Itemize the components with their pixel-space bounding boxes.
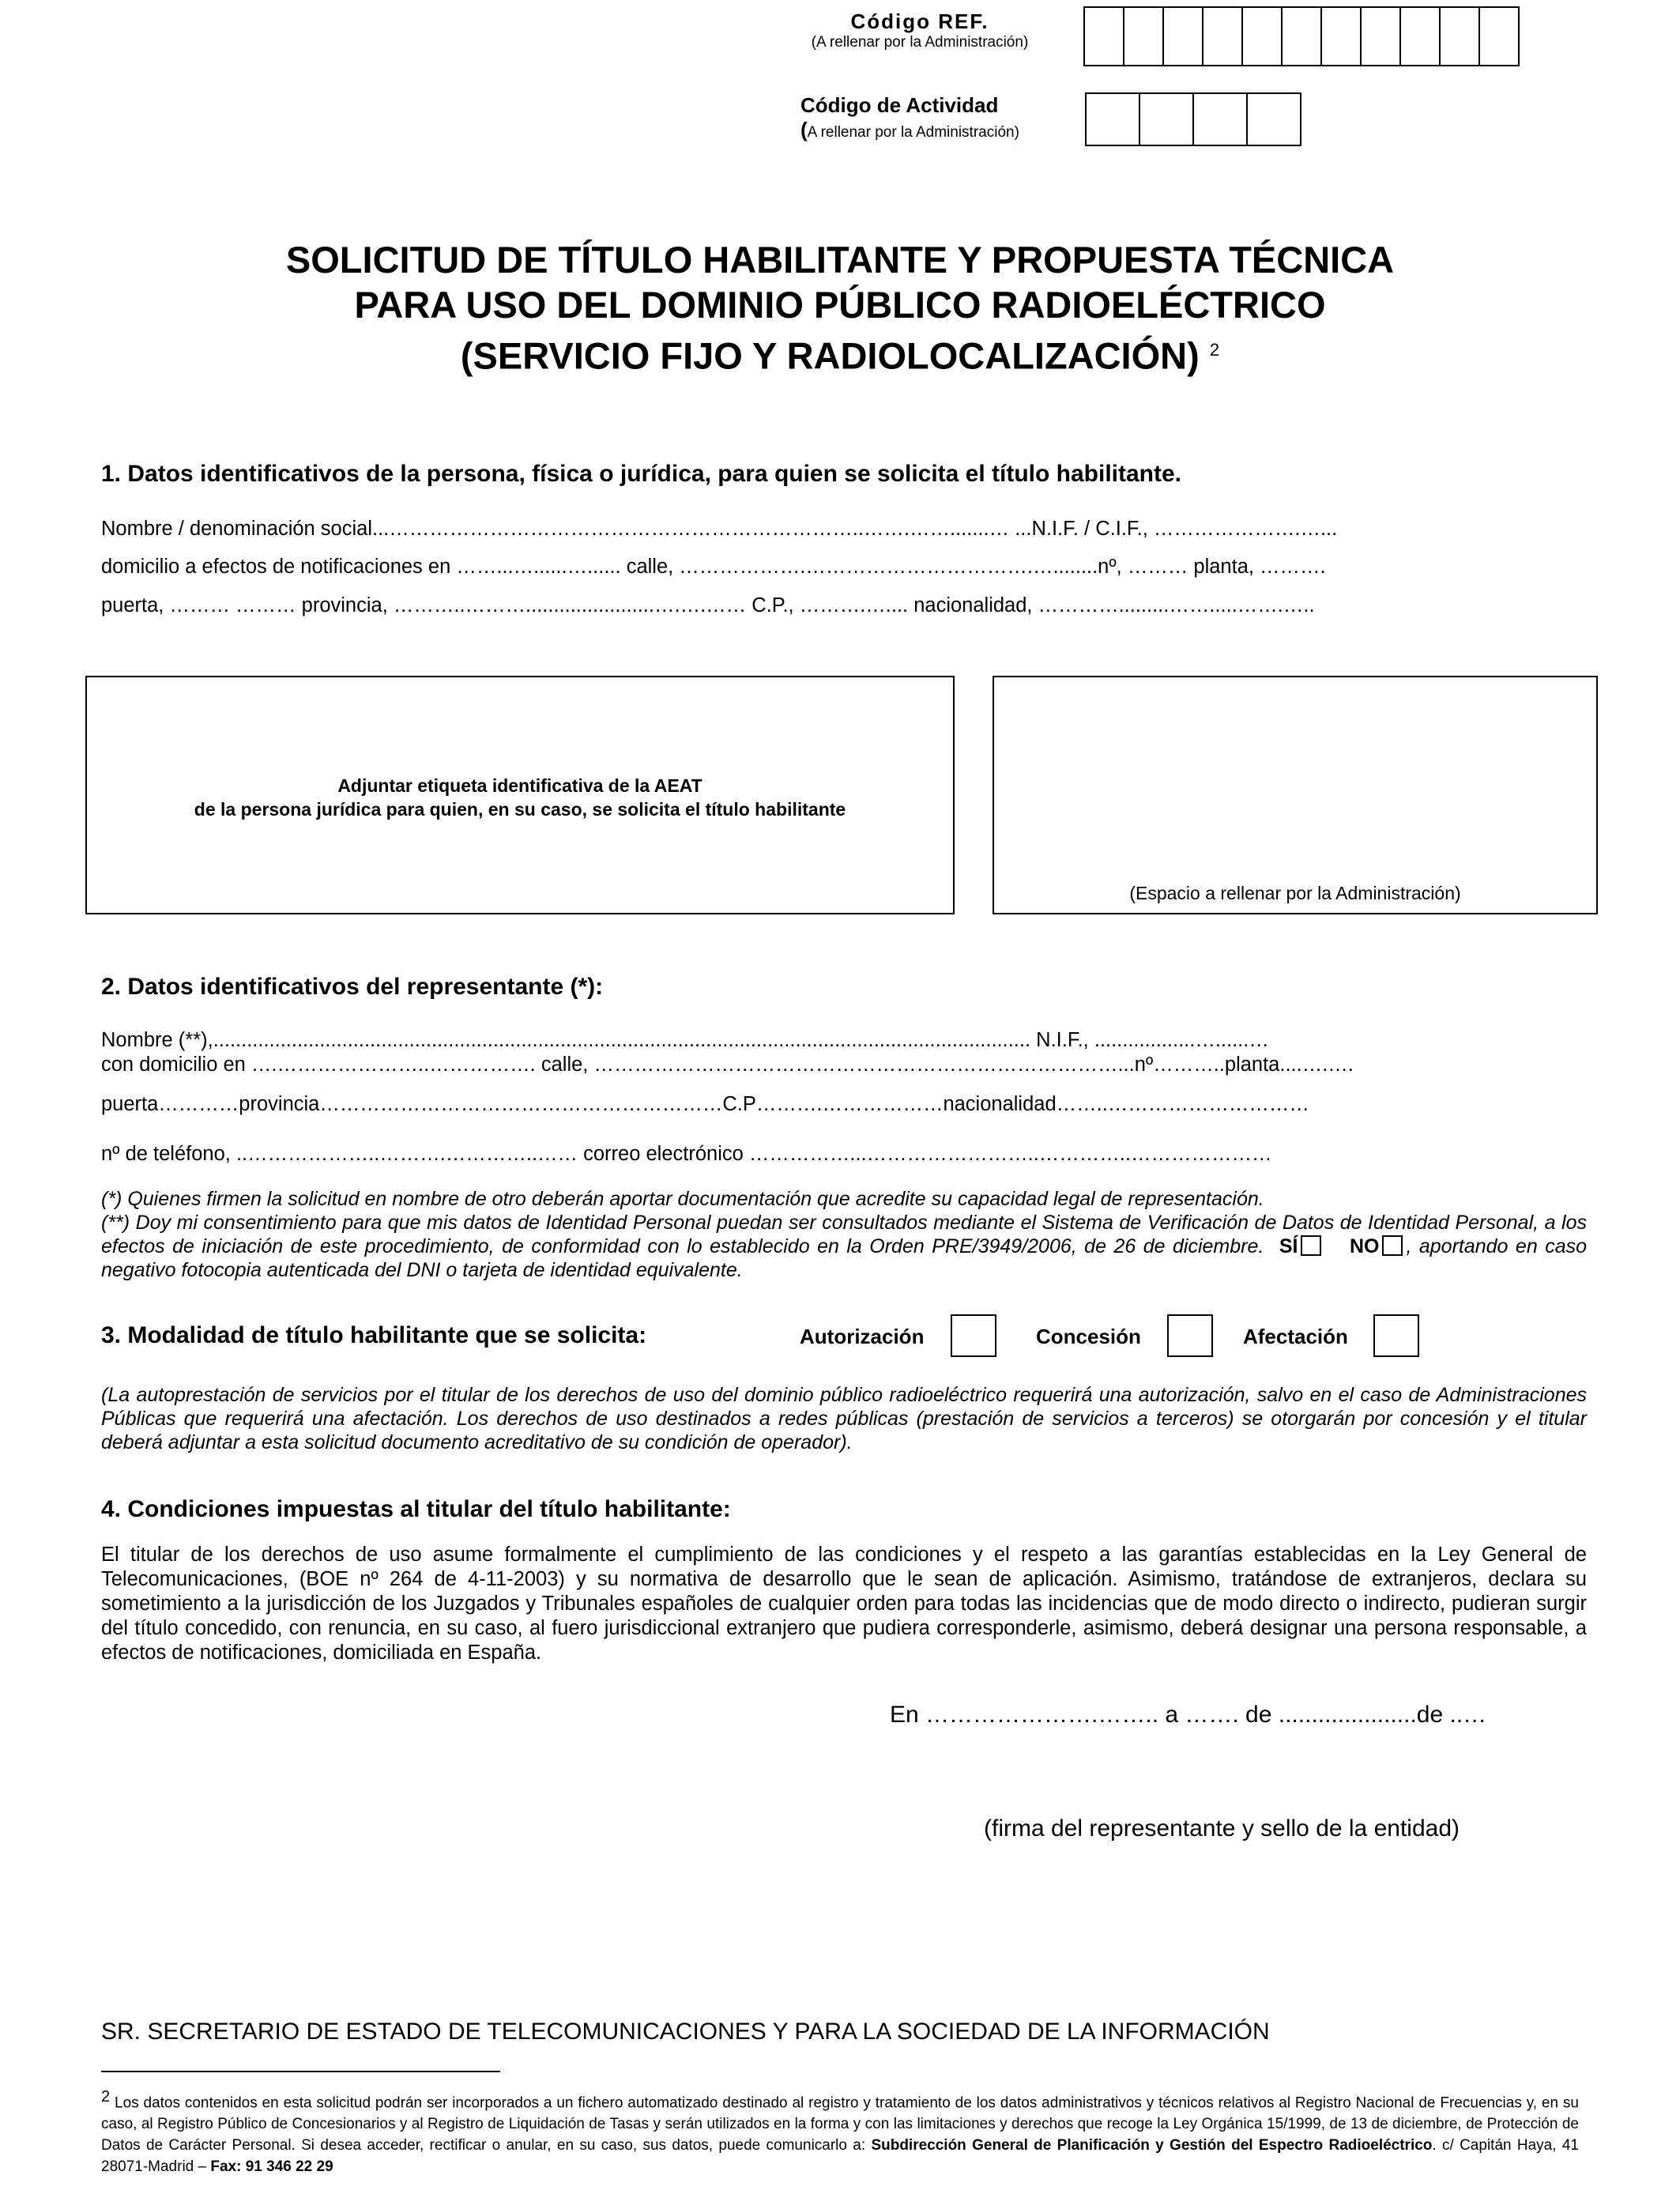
section-1-line-3: puerta, ……… ……… provincia, ………..……….......................….….…… C.P., ……….….... nacionalidad, ………….........…….....…….….. [101,594,1315,616]
activity-code-boxes[interactable] [1085,92,1301,146]
ref-code-subtitle: (A rellenar por la Administración) [811,34,1029,51]
representation-note: (*) Quienes firmen la solicitud en nombre de otro deberán aportar documentación que acredite su capacidad legal de representación. [101,1188,1264,1210]
title-line-1: SOLICITUD DE TÍTULO HABILITANTE Y PROPUESTA TÉCNICA [285,239,1395,281]
ref-code-cell[interactable] [1203,8,1243,65]
section-1-line-2: domicilio a efectos de notificaciones en ……...…......…...... calle, ……………….…………………………….…........nº, ……… planta, ………. [101,556,1326,578]
signature-label: (firma del representante y sello de la entidad) [984,1815,1460,1842]
admin-space-box[interactable] [993,676,1598,914]
activity-code-cell[interactable] [1087,94,1140,145]
aeat-label-line-2: de la persona jurídica para quien, en su caso, se solicita el título habilitante [194,799,846,820]
footnote-address: . c/ Capitán Haya, 41 28071-Madrid – [101,2137,1579,2176]
document-title [0,237,1680,379]
place-date-line: En ………………….…….. a ……. de .....................de ..… [890,1702,1487,1728]
aeat-label-line-1: Adjuntar etiqueta identificativa de la AEAT [337,775,703,796]
option-autorizacion-label: Autorización [800,1325,925,1348]
consent-si-label: SÍ [1279,1235,1298,1257]
ref-code-boxes[interactable] [1083,6,1520,66]
section-2-line-3: puerta…………provincia……………………………………………………C.P……….………………nacionalidad……..………………………… [101,1093,1309,1115]
option-concesion-checkbox[interactable] [1167,1314,1213,1357]
footnote-fax: Fax: 91 346 22 29 [210,2158,333,2176]
activity-code-cell[interactable] [1140,94,1194,145]
section-2-line-4: nº de teléfono, ..………………..……….…………..…… correo electrónico ……………...……………………..…………..………………… [101,1143,1272,1165]
ref-code-cell[interactable] [1085,8,1124,65]
title-line-3: (SERVICIO FIJO Y RADIOLOCALIZACIÓN) [460,334,1200,377]
modality-note: (La autoprestación de servicios por el titular de los derechos de uso del dominio público radioeléctrico requerirá una autorización, salvo en el caso de Administraciones Públicas que requerirá una afectación. Los derechos de uso destinados a redes públicas (prestación de servicios a terceros) se otorgarán por concesión y el titular deberá adjuntar a esta solicitud documento acreditativo de su condición de operador). [101,1384,1587,1453]
option-autorizacion-checkbox[interactable] [951,1314,996,1357]
activity-code-cell[interactable] [1194,94,1248,145]
section-2-line-2: con domicilio en ….…………………..……………. calle, ……………………………………………………………………...nº………..planta....….…. [101,1054,1354,1076]
consent-no-checkbox[interactable] [1382,1235,1403,1256]
ref-code-cell[interactable] [1124,8,1164,65]
ref-code-cell[interactable] [1322,8,1362,65]
title-footnote-ref: 2 [1209,340,1220,360]
title-line-2: PARA USO DEL DOMINIO PÚBLICO RADIOELÉCTRICO [354,284,1326,326]
consent-no-label: NO [1349,1235,1380,1257]
consent-si-checkbox[interactable] [1301,1235,1321,1256]
consent-text: (**) Doy mi consentimiento para que mis datos de Identidad Personal puedan ser consultados mediante el Sistema de Verificación de Datos de Identidad Personal, a los efectos de iniciación de este procedimiento, de conformidad con lo establecido en la Orden PRE/3949/2006, de 26 de diciembre. [101,1212,1587,1257]
ref-code-cell[interactable] [1441,8,1480,65]
ref-code-cell[interactable] [1480,8,1518,65]
ref-code-cell[interactable] [1283,8,1322,65]
ref-code-cell[interactable] [1401,8,1441,65]
option-concesion-label: Concesión [1036,1325,1141,1348]
activity-code-subtitle: A rellenar por la Administración) [807,124,1019,141]
section-1-line-1: Nombre / denominación social...……………………………………………………………..…….…….......… ...N.I.F. / C.I.F., ………………….…... [101,518,1338,540]
activity-code-paren: ( [800,118,808,141]
option-afectacion-checkbox[interactable] [1373,1314,1419,1357]
section-4-heading: 4. Condiciones impuestas al titular del título habilitante: [101,1496,731,1522]
activity-code-title: Código de Actividad [800,93,999,117]
footnote-text: Los datos contenidos en esta solicitud podrán ser incorporados a un fichero automatizado destinado al registro y tratamiento de los datos administrativos y técnicos relativos al Registro Nacional de Frecuencias y, en su caso, al Registro Público de Concesionarios y al Registro de Liquidación de Tasas y serán utilizados en la forma y con las limitaciones y derechos que recoge la Ley Orgánica 15/1999, de 13 de diciembre, de Protección de Datos de Carácter Personal. Si desea acceder, rectificar o anular, en su caso, sus datos, puede comunicarlo a: [101,2094,1580,2154]
consent-text-tail: , aportando en caso negativo fotocopia autenticada del DNI o tarjeta de identidad equivalente. [101,1235,1588,1281]
conditions-body: El titular de los derechos de uso asume formalmente el cumplimiento de las condiciones y el respeto a las garantías establecidas en la Ley General de Telecomunicaciones, (BOE nº 264 de 4-11-2003) y su normativa de desarrollo que le sean de aplicación. Asimismo, tratándose de extranjeros, declara su sometimiento a la jurisdicción de los Juzgados y Tribunales españoles de cualquier orden para todas las incidencias que de modo directo o indirecto, pudieran surgir del título concedido, con renuncia, en su caso, al fuero jurisdiccional extranjero que pudiera corresponderle, asimismo, deberá designar una persona responsable, a efectos de notificaciones, domiciliada en España. [101,1544,1587,1664]
ref-code-cell[interactable] [1243,8,1283,65]
option-afectacion-label: Afectación [1243,1325,1348,1348]
footnote [101,2087,1579,2177]
addressee: SR. SECRETARIO DE ESTADO DE TELECOMUNICACIONES Y PARA LA SOCIEDAD DE LA INFORMACIÓN [101,2019,1270,2045]
footnote-number: 2 [101,2088,111,2105]
section-2-line-1: Nombre (**),.................................................................................................................................................. N.I.F., ..................…......… [101,1029,1269,1051]
ref-code-label [790,9,1049,51]
ref-code-cell[interactable] [1362,8,1401,65]
activity-code-cell[interactable] [1248,94,1300,145]
ref-code-title: Código REF. [850,9,989,33]
section-2-heading: 2. Datos identificativos del representante (*): [101,974,604,1000]
admin-space-label: (Espacio a rellenar por la Administración) [1129,883,1461,903]
ref-code-cell[interactable] [1164,8,1203,65]
section-3-heading: 3. Modalidad de título habilitante que se solicita: [101,1322,647,1348]
section-1-heading: 1. Datos identificativos de la persona, física o jurídica, para quien se solicita el título habilitante. [101,461,1182,487]
aeat-label-box[interactable] [85,676,955,914]
footnote-office: Subdirección General de Planificación y Gestión del Espectro Radioeléctrico [871,2137,1433,2154]
activity-code-label [800,93,1019,142]
footnote-divider [101,2071,500,2072]
consent-note [101,1211,1587,1282]
